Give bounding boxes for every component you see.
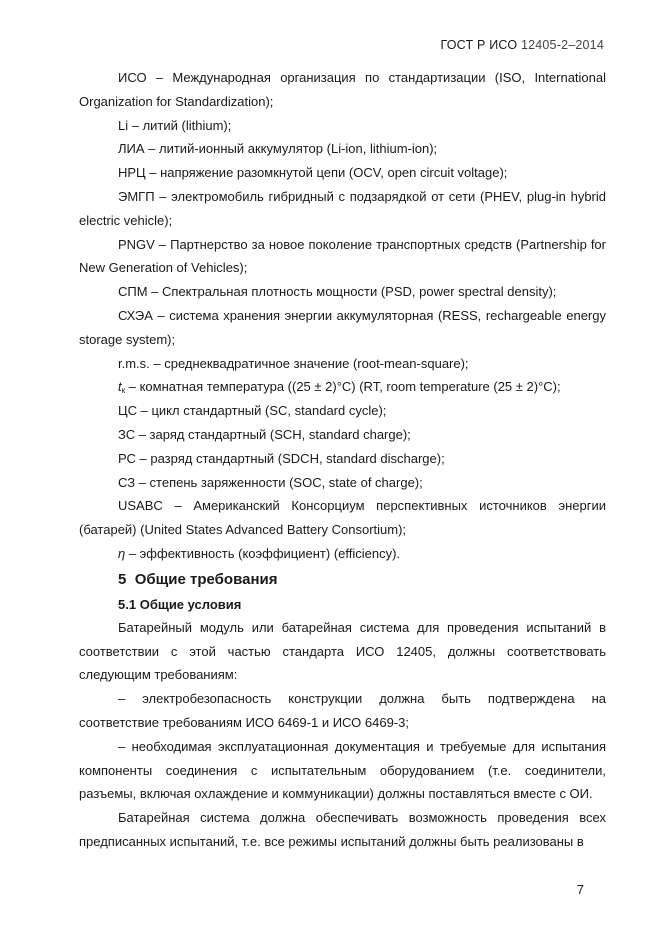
- abbr-cs: ЦС – цикл стандартный (SC, standard cycle);: [118, 403, 387, 419]
- abbr-zs: ЗС – заряд стандартный (SCH, standard charge);: [118, 426, 411, 442]
- bullet-1: – электробезопасность конструкции должна быть подтверждена на соответствие требованиям ИСО 6469-1 и ИСО 6469-3;: [79, 691, 606, 730]
- tk-text: – комнатная температура ((25 ± 2)°С) (RT, room temperature (25 ± 2)°С);: [125, 379, 561, 395]
- abbr-sxea: СХЭА – система хранения энергии аккумуляторная (RESS, rechargeable energy storage system);: [79, 307, 606, 347]
- abbr-rms: r.m.s. – среднеквадратичное значение (root-mean-square);: [118, 355, 469, 371]
- abbr-nrc: НРЦ – напряжение разомкнутой цепи (OCV, open circuit voltage);: [118, 165, 508, 181]
- eta-text: – эффективность (коэффициент) (efficiency).: [125, 545, 401, 561]
- abbr-emgp: ЭМГП – электромобиль гибридный с подзарядкой от сети (PHEV, plug-in hybrid electric vehicle);: [79, 188, 606, 228]
- abbr-iso: ИСО – Международная организация по стандартизации (ISO, International Organization for Standardization);: [79, 70, 606, 109]
- abbr-li: Li – литий (lithium);: [118, 117, 232, 133]
- page-content: [79, 66, 606, 854]
- standard-prefix: ГОСТ Р ИСО: [440, 38, 518, 52]
- abbr-eta: [79, 542, 606, 566]
- page-number: 7: [576, 882, 584, 897]
- paragraph-2: Батарейная система должна обеспечивать возможность проведения всех предписанных испытаний, т.е. все режимы испытаний должны быть реализованы в: [79, 810, 606, 849]
- tk-symbol: t: [118, 379, 122, 395]
- bullet-2: – необходимая эксплуатационная документация и требуемые для испытания компоненты соединения с испытательным оборудованием (т.е. соединители, разъемы, включая охлаждение и коммуникации) должны поставляться вместе с ОИ.: [79, 738, 606, 802]
- subsection-number: 5.1: [118, 596, 137, 612]
- subsection-title: Общие условия: [139, 596, 242, 612]
- abbr-pngv: PNGV – Партнерство за новое поколение транспортных средств (Partnership for New Generation of Vehicles);: [79, 236, 606, 276]
- abbr-spm: СПМ – Спектральная плотность мощности (PSD, power spectral density);: [118, 284, 557, 300]
- abbr-rs: РС – разряд стандартный (SDCH, standard discharge);: [118, 450, 445, 466]
- standard-number: 12405-2–2014: [520, 38, 604, 52]
- section-title: Общие требования: [134, 570, 278, 588]
- eta-symbol: η: [118, 545, 126, 561]
- tk-subscript: к: [121, 386, 126, 396]
- abbr-lia: ЛИА – литий-ионный аккумулятор (Li-ion, lithium-ion);: [118, 141, 438, 157]
- paragraph-1: Батарейный модуль или батарейная система для проведения испытаний в соответствии с этой частью стандарта ИСО 12405, должны соответствовать следующим требованиям:: [79, 619, 606, 683]
- section-number: 5: [118, 570, 127, 588]
- section-heading: [79, 567, 606, 593]
- abbr-usabc: USABC – Американский Консорциум перспективных источников энергии (батарей) (United States Advanced Battery Consortium);: [79, 498, 606, 538]
- abbr-tk: [79, 375, 606, 399]
- subsection-heading: [79, 593, 606, 616]
- running-header: [440, 38, 604, 52]
- abbr-sz: СЗ – степень заряженности (SOC, state of charge);: [118, 474, 423, 490]
